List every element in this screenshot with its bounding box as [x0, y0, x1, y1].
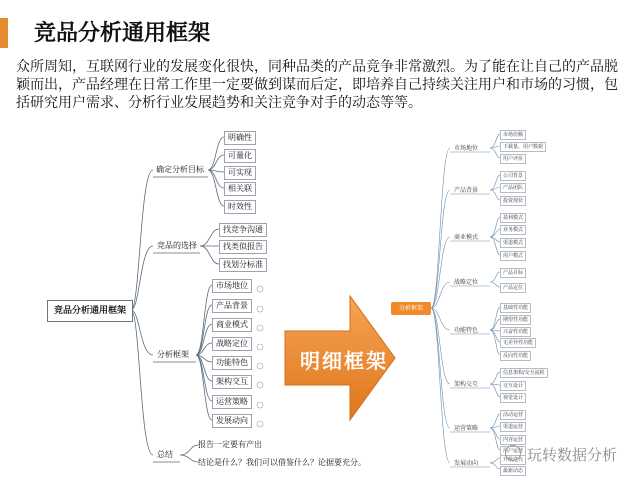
right-leaf: 反向性功能 — [500, 351, 531, 361]
right-leaf: 基础性功能 — [500, 303, 531, 313]
selection-child-1: 找竞争沟通 — [219, 223, 267, 237]
framework-child-1: 市场地位 — [212, 279, 252, 293]
right-branch-2: 产品背景 — [454, 187, 479, 194]
framework-child-6: 架构交互 — [212, 375, 252, 389]
framework-child-5: 功能特色 — [212, 356, 252, 370]
arrow-label: 明细框架 — [300, 349, 388, 373]
right-leaf: 产品定位 — [500, 283, 526, 293]
right-branch-4: 战略定位 — [454, 279, 479, 286]
right-leaf: 用户模式 — [500, 251, 526, 261]
framework-child-3: 商业模式 — [212, 318, 252, 332]
branch-summary: 总结 — [157, 450, 173, 459]
intro-paragraph: 众所周知，互联网行业的发展变化很快，同种品类的产品竞争非常激烈。为了能在让自己的产品脱颖而出，产品经理在日常工作里一定要做到谋而后定，即培养自己持续关注用户和市场的习惯，包括研究用户需求、分析行业发展趋势和关注竞争对手的动态等等。 — [16, 59, 618, 111]
right-leaf: 视觉设计 — [500, 393, 526, 403]
watermark-text: 玩转数据分析 — [527, 446, 618, 464]
selection-child-2: 找类似报告 — [219, 240, 267, 254]
right-leaf: 市场份额 — [500, 130, 526, 140]
right-leaf: 用户评价 — [500, 154, 526, 164]
goal-child-4: 相关联 — [224, 182, 256, 196]
branch-framework: 分析框架 — [157, 350, 189, 359]
right-leaf: 内容运营 — [500, 435, 526, 445]
goal-child-5: 时效性 — [224, 200, 256, 214]
right-leaf: 业务模式 — [500, 225, 526, 235]
right-leaf: 无差异性功能 — [500, 338, 536, 348]
right-leaf: 交互设计 — [500, 381, 526, 391]
right-root-node: 分析框架 — [391, 302, 431, 315]
framework-child-8: 发展动向 — [212, 414, 252, 428]
branch-selection: 竞品的选择 — [157, 241, 197, 250]
framework-child-4: 战略定位 — [212, 337, 252, 351]
right-leaf: 最新动态 — [500, 466, 526, 476]
right-branch-8: 发展动向 — [454, 460, 479, 467]
framework-child-7: 运营策略 — [212, 395, 252, 409]
framework-child-2: 产品背景 — [212, 299, 252, 313]
branch-goal: 确定分析目标 — [156, 165, 204, 174]
right-leaf: 公司背景 — [500, 171, 526, 181]
page-title: 竞品分析通用框架 — [34, 21, 211, 46]
right-leaf: 活动运营 — [500, 410, 526, 420]
right-branch-7: 运营策略 — [454, 425, 479, 432]
right-leaf: 用户运营 — [500, 446, 526, 456]
goal-child-2: 可量化 — [224, 149, 256, 163]
left-root-node: 竞品分析通用框架 — [47, 300, 133, 322]
goal-child-1: 明确性 — [224, 131, 256, 145]
right-leaf: 盈利模式 — [500, 213, 526, 223]
right-leaf: 产品目标 — [500, 268, 526, 278]
right-leaf: 兴奋性功能 — [500, 327, 531, 337]
goal-child-3: 可实现 — [224, 166, 256, 180]
right-branch-1: 市场地位 — [454, 145, 479, 152]
right-leaf: 投资现状 — [500, 196, 526, 206]
selection-child-3: 找划分标准 — [219, 258, 267, 272]
right-leaf: 渠道模式 — [500, 238, 526, 248]
right-leaf: 期望性功能 — [500, 315, 531, 325]
right-leaf: 升级迭代 — [500, 455, 526, 465]
right-leaf: 产品团队 — [500, 183, 526, 193]
right-leaf: 渠道运营 — [500, 422, 526, 432]
right-branch-3: 商业模式 — [454, 234, 479, 241]
right-branch-6: 架构交互 — [454, 381, 479, 388]
right-branch-5: 功能特色 — [454, 327, 479, 334]
summary-child-2: 结论是什么？我们可以借鉴什么？论据要充分。 — [198, 458, 366, 467]
right-leaf: 信息架构/交互流程 — [500, 368, 548, 378]
right-leaf: 下载量、用户数据 — [500, 142, 546, 152]
watermark-logo-icon — [505, 445, 521, 461]
summary-child-1: 报告一定要有产出 — [198, 440, 262, 449]
